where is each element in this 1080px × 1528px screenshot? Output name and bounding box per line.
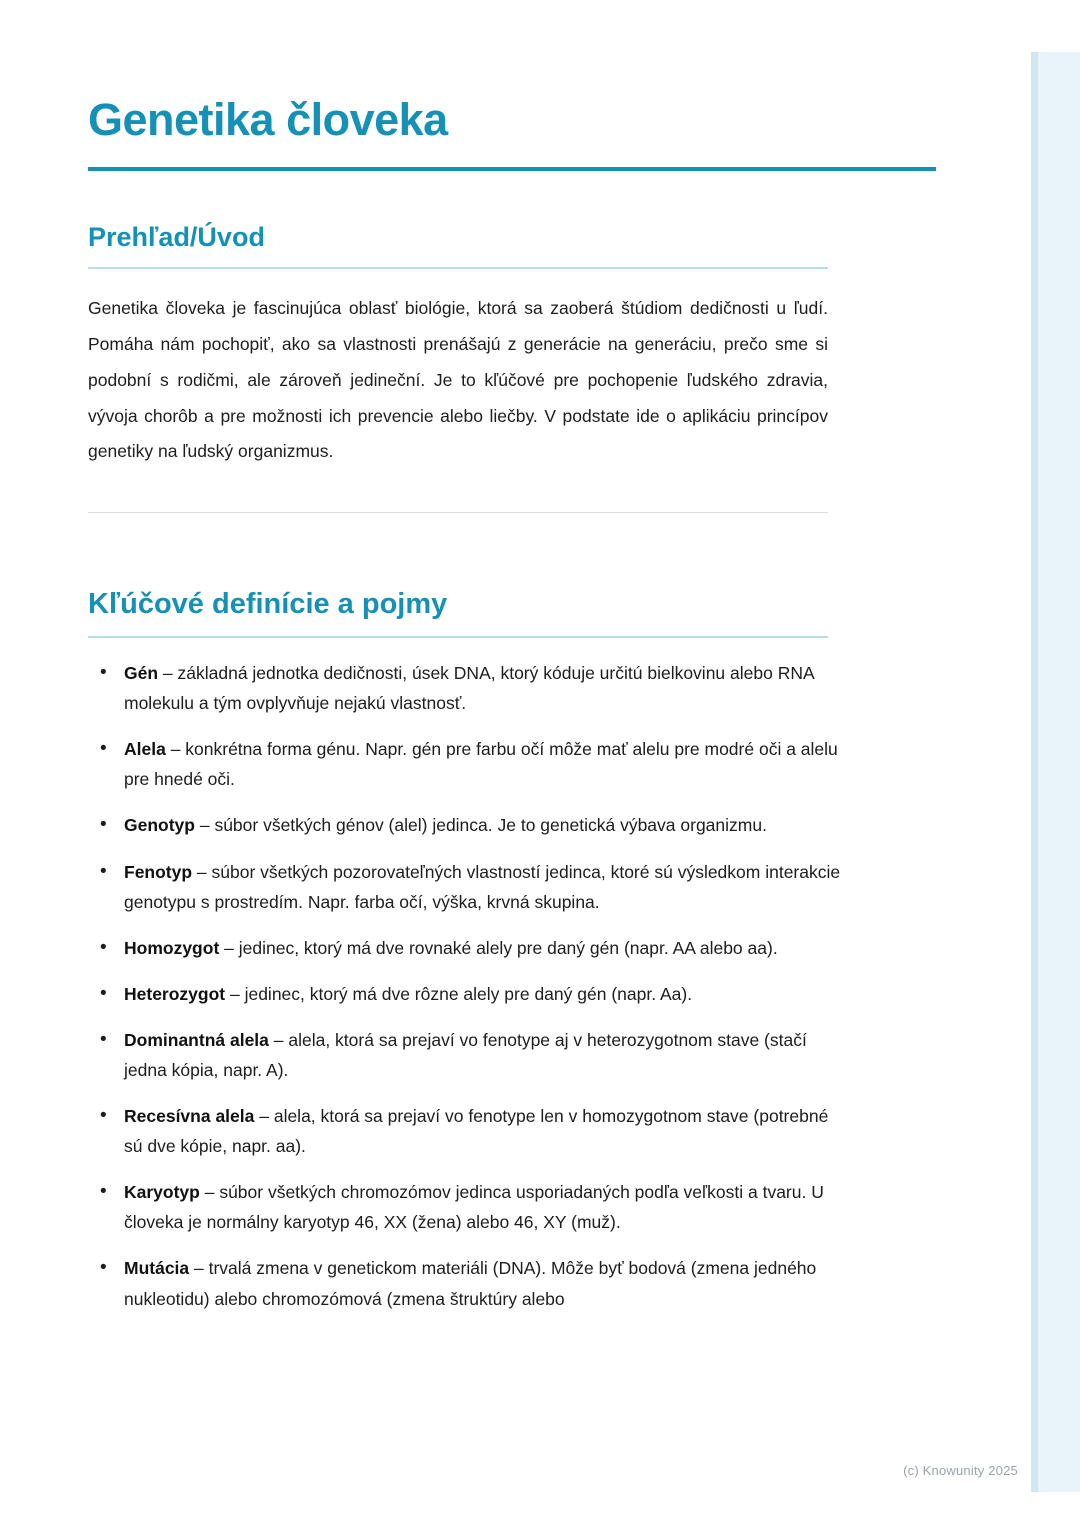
list-item (88, 810, 848, 840)
list-item (88, 1177, 848, 1237)
definitions-list (88, 658, 848, 1314)
term-definition: – jedinec, ktorý má dve rôzne alely pre daný gén (napr. Aa). (225, 983, 693, 1004)
page-accent-stripe (1031, 52, 1038, 1492)
watermark: (c) Knowunity 2025 (903, 1463, 1018, 1478)
term-definition: – jedinec, ktorý má dve rovnaké alely pre daný gén (napr. AA alebo aa). (219, 937, 778, 958)
bullet-icon: • (100, 982, 107, 1004)
bullet-icon: • (100, 1028, 107, 1050)
bullet-icon: • (100, 1105, 107, 1127)
content-divider (88, 512, 828, 513)
list-item (88, 1253, 848, 1313)
term-name: Heterozygot (124, 983, 226, 1004)
term-definition: – súbor všetkých pozorovateľných vlastností jedinca, ktoré sú výsledkom interakcie genotypu s prostredím. Napr. farba očí, výška, krvná skupina. (124, 861, 841, 912)
page-title: Genetika človeka (88, 94, 448, 145)
bullet-icon: • (100, 1257, 107, 1279)
bullet-icon: • (100, 814, 107, 836)
term-name: Alela (124, 739, 166, 760)
term-name: Karyotyp (124, 1182, 200, 1203)
term-name: Dominantná alela (124, 1029, 269, 1050)
list-item (88, 933, 848, 963)
bullet-icon: • (100, 1181, 107, 1203)
term-name: Gén (124, 663, 159, 684)
section-heading-overview: Prehľad/Úvod (88, 221, 265, 252)
bullet-icon: • (100, 936, 107, 958)
term-definition: – alela, ktorá sa prejaví vo fenotype len v homozygotnom stave (potrebné sú dve kópie, napr. aa). (124, 1106, 829, 1157)
term-definition: – súbor všetkých chromozómov jedinca usporiadaných podľa veľkosti a tvaru. U človeka je normálny karyotyp 46, XX (žena) alebo 46, XY (muž). (124, 1182, 824, 1233)
overview-paragraph: Genetika človeka je fascinujúca oblasť biológie, ktorá sa zaoberá štúdiom dedičnosti u ľudí. Pomáha nám pochopiť, ako sa vlastnosti prenášajú z generácie na generáciu, prečo sme si podobní s rodičmi, ale zároveň jedineční. Je to kľúčové pre pochopenie ľudského zdravia, vývoja chorôb a pre možnosti ich prevencie alebo liečby. V podstate ide o aplikáciu princípov genetiky na ľudský organizmus. (88, 297, 828, 462)
term-definition: – konkrétna forma génu. Napr. gén pre farbu očí môže mať alelu pre modré oči a alelu pre hnedé oči. (124, 739, 838, 790)
term-name: Genotyp (124, 815, 195, 836)
list-item (88, 979, 848, 1009)
term-name: Homozygot (124, 937, 220, 958)
title-divider (88, 167, 936, 171)
page-side-panel (1038, 52, 1080, 1492)
section-heading-definitions: Kľúčové definície a pojmy (88, 588, 448, 621)
section-divider-definitions (88, 636, 828, 638)
bullet-icon: • (100, 738, 107, 760)
term-definition: – súbor všetkých génov (alel) jedinca. Je to genetická výbava organizmu. (194, 815, 767, 836)
term-name: Fenotyp (124, 861, 193, 882)
term-definition: – alela, ktorá sa prejaví vo fenotype aj v heterozygotnom stave (stačí jedna kópia, napr. A). (124, 1029, 807, 1080)
section-divider-overview (88, 267, 828, 269)
list-item (88, 1101, 848, 1161)
term-definition: – základná jednotka dedičnosti, úsek DNA, ktorý kóduje určitú bielkovinu alebo RNA molekulu a tým ovplyvňuje nejakú vlastnosť. (124, 663, 814, 714)
term-name: Mutácia (124, 1258, 190, 1279)
bullet-icon: • (100, 662, 107, 684)
list-item (88, 857, 848, 917)
list-item (88, 734, 848, 794)
list-item (88, 658, 848, 718)
term-definition: – trvalá zmena v genetickom materiáli (DNA). Môže byť bodová (zmena jedného nukleotidu) alebo chromozómová (zmena štruktúry alebo (124, 1258, 817, 1309)
bullet-icon: • (100, 860, 107, 882)
document-content (88, 0, 841, 1330)
list-item (88, 1025, 848, 1085)
term-name: Recesívna alela (124, 1106, 255, 1127)
